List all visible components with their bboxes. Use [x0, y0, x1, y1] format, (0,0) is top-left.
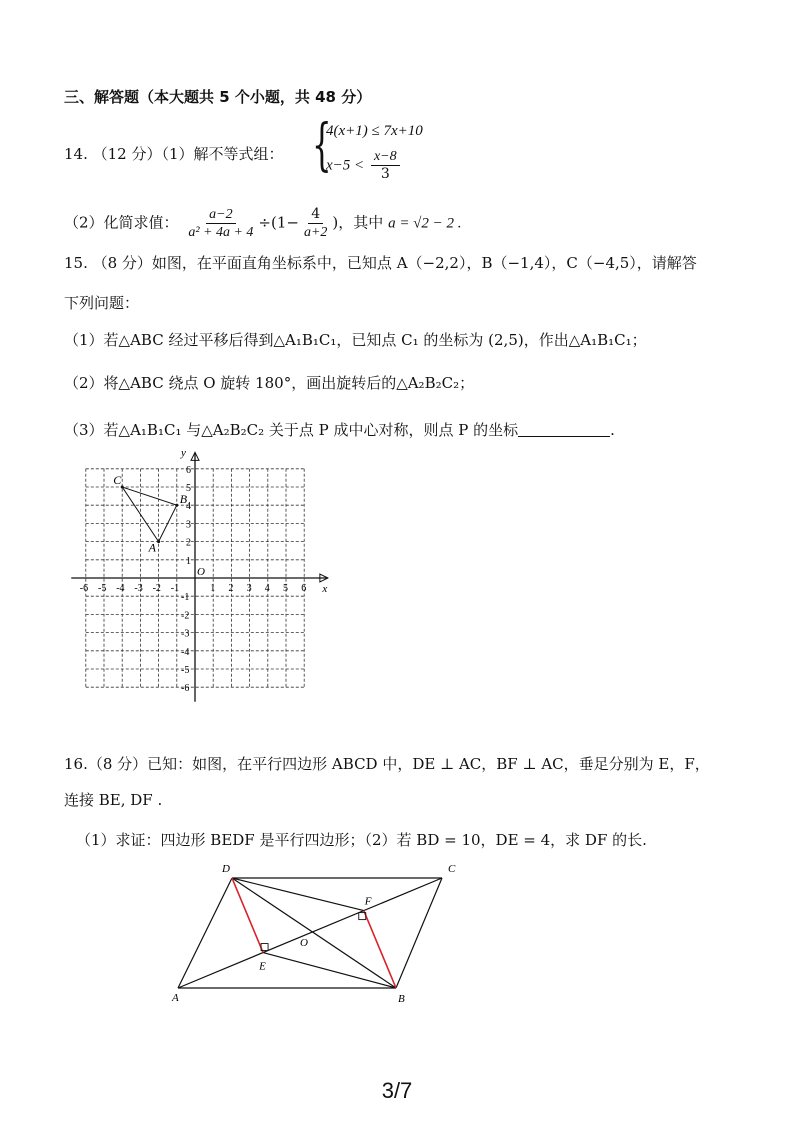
point-a-marker — [157, 540, 160, 543]
side-da — [178, 878, 232, 988]
q14-fraction-1 — [185, 206, 256, 241]
y-tick-label: -4 — [181, 646, 190, 658]
label-e: E — [259, 960, 266, 973]
q14-inequality-2 — [326, 148, 402, 183]
x-tick-label: 5 — [283, 583, 288, 594]
y-tick-label: 4 — [186, 501, 191, 513]
q14-system-brace: { — [312, 113, 332, 178]
y-tick-label: -6 — [181, 683, 190, 695]
q15-part3 — [64, 420, 615, 440]
q16-line2: 连接 BE, DF . — [64, 791, 163, 809]
q14-ineq2-numerator: x−8 — [371, 148, 400, 166]
q15-part1: （1）若△ABC 经过平移后得到△A₁B₁C₁，已知点 C₁ 的坐标为 (2,5)，作出△A₁B₁C₁； — [64, 331, 647, 349]
label-c: C — [448, 863, 456, 875]
diagonal-bd — [232, 878, 396, 988]
parallelogram-figure — [160, 855, 480, 1015]
q14-number: 14. — [64, 145, 88, 163]
y-tick-label: 1 — [186, 555, 191, 567]
x-axis-label: x — [322, 583, 328, 595]
y-axis-label: y — [181, 448, 186, 460]
x-tick-label: -3 — [134, 583, 143, 594]
x-tick-label: -6 — [79, 583, 89, 594]
y-tick-label: 5 — [186, 483, 191, 494]
origin-label: O — [197, 566, 205, 578]
q14-part2-label: （2）化简求值： — [64, 213, 179, 232]
q16-line3: （1）求证：四边形 BEDF 是平行四边形；（2）若 BD = 10，DE = 4，求 DF 的长. — [76, 831, 647, 849]
q14-inequality-1: 4(x+1) ≤ 7x+10 — [326, 123, 423, 139]
q14-close: )，其中 — [332, 213, 384, 232]
y-tick-label: -5 — [181, 665, 190, 676]
x-tick-label: 3 — [246, 583, 252, 594]
y-tick-label: -2 — [181, 610, 190, 622]
q14-frac2-denominator: a+2 — [303, 225, 328, 240]
coordinate-grid — [70, 448, 330, 708]
label-a: A — [172, 992, 179, 1004]
label-f: F — [364, 895, 372, 908]
q14-ineq2-left: x−5 < — [326, 157, 365, 174]
q14-fraction-2 — [301, 206, 330, 241]
x-tick-label: -5 — [98, 583, 107, 594]
x-tick-label: 6 — [301, 583, 307, 594]
answer-blank — [518, 422, 610, 437]
point-a-label: A — [148, 540, 156, 555]
label-o: O — [300, 937, 308, 949]
q14-ineq2-fraction — [371, 148, 400, 183]
segment-be — [263, 953, 396, 988]
q14-points: （12 分） — [92, 145, 162, 163]
y-tick-label: -3 — [181, 628, 190, 640]
label-b: B — [398, 993, 405, 1005]
q14-division-op: ÷(1− — [258, 213, 299, 232]
segment-df — [232, 878, 364, 911]
q14-ineq2-denominator: 3 — [380, 166, 390, 182]
x-tick-label: -4 — [116, 583, 125, 594]
segment-de — [232, 878, 263, 953]
label-d: D — [222, 863, 230, 875]
parallelogram-abcd — [171, 863, 456, 1005]
x-tick-label: -2 — [152, 583, 161, 594]
page-number: 3/7 — [381, 1078, 413, 1103]
q14-frac1-numerator: a−2 — [206, 206, 235, 224]
q15-part2: （2）将△ABC 绕点 O 旋转 180°，画出旋转后的△A₂B₂C₂； — [64, 374, 475, 392]
q14-condition: a = √2 − 2 . — [388, 215, 462, 232]
x-tick-label: 2 — [228, 583, 234, 594]
q15-part3-end: . — [610, 421, 615, 439]
y-tick-label: 6 — [186, 464, 191, 476]
segment-bf — [364, 911, 396, 988]
point-b-label: B — [179, 492, 188, 507]
q14-part2 — [64, 206, 462, 241]
q14-part1-label: （1）解不等式组： — [161, 145, 284, 163]
section-title: 三、解答题（本大题共 5 个小题，共 48 分） — [64, 88, 372, 106]
q16-line1: 16.（8 分）已知：如图，在平行四边形 ABCD 中，DE ⊥ AC，BF ⊥ AC，垂足分别为 E，F， — [64, 755, 710, 773]
y-tick-label: -1 — [181, 592, 190, 604]
y-tick-label: 2 — [186, 537, 191, 549]
q15-line2: 下列问题： — [64, 294, 140, 312]
q15-line1: 15. （8 分）如图，在平面直角坐标系中，已知点 A（−2,2），B（−1,4），C（−4,5），请解答 — [64, 254, 697, 272]
q14-frac1-denominator: a² + 4a + 4 — [188, 225, 254, 240]
x-tick-label: 1 — [210, 583, 216, 594]
q14-frac2-numerator: 4 — [308, 206, 323, 224]
x-tick-label: -1 — [170, 583, 180, 594]
q15-part3-text: （3）若△A₁B₁C₁ 与△A₂B₂C₂ 关于点 P 成中心对称，则点 P 的坐标 — [64, 421, 519, 439]
axes — [71, 448, 328, 702]
y-tick-label: 3 — [186, 519, 191, 531]
q14-header — [64, 144, 284, 164]
x-tick-label: 4 — [264, 583, 270, 594]
point-b-marker — [175, 504, 178, 507]
x-tick-labels — [80, 583, 306, 594]
triangle-abc-outline — [122, 487, 177, 542]
point-c-label: C — [113, 473, 122, 487]
